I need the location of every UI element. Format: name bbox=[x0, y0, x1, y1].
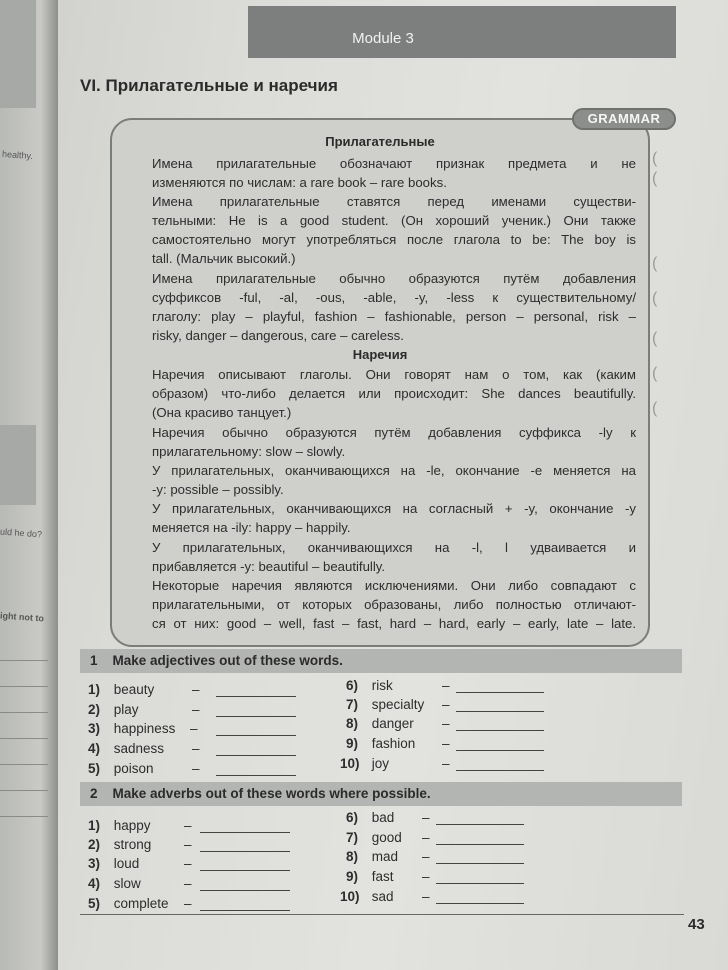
item-word: sadness bbox=[113, 741, 165, 756]
answer-dash: – bbox=[442, 716, 450, 731]
grammar-line: Наречия описывают глаголы. Они говорят нам о том, как (каким bbox=[152, 367, 636, 382]
left-page-fragment: ight not to bbox=[0, 610, 45, 624]
answer-dash: – bbox=[184, 818, 192, 833]
item-word: happy bbox=[113, 818, 151, 833]
ex2-item bbox=[346, 869, 394, 884]
left-page-line bbox=[0, 816, 48, 817]
next-column-fragment: ( bbox=[652, 150, 658, 167]
answer-blank[interactable] bbox=[436, 824, 524, 825]
grammar-line: ся от них: good – well, fast – fast, hard – hard, early – early, late – late. bbox=[152, 616, 636, 631]
previous-page-edge bbox=[0, 0, 58, 970]
grammar-line: глаголу: play – playful, fashion – fashionable, person – personal, risk – bbox=[152, 309, 636, 324]
answer-blank[interactable] bbox=[456, 750, 544, 751]
answer-blank[interactable] bbox=[200, 870, 290, 871]
item-number: 9) bbox=[346, 736, 359, 751]
ex2-item bbox=[340, 889, 394, 904]
ex1-item bbox=[340, 756, 389, 771]
grammar-line: Имена прилагательные обозначают признак предмета и не bbox=[152, 156, 636, 171]
item-word: poison bbox=[113, 761, 154, 776]
bottom-rule bbox=[80, 914, 684, 915]
answer-dash: – bbox=[422, 810, 430, 825]
left-page-line bbox=[0, 660, 48, 661]
answer-blank[interactable] bbox=[436, 844, 524, 845]
item-number: 2) bbox=[88, 702, 101, 717]
answer-dash: – bbox=[192, 702, 200, 717]
item-number: 8) bbox=[346, 716, 359, 731]
answer-blank[interactable] bbox=[200, 890, 290, 891]
item-number: 9) bbox=[346, 869, 359, 884]
answer-blank[interactable] bbox=[200, 832, 290, 833]
answer-blank[interactable] bbox=[216, 696, 296, 697]
answer-blank[interactable] bbox=[436, 883, 524, 884]
left-page-line bbox=[0, 790, 48, 791]
left-page-shade bbox=[0, 0, 36, 108]
ex2-item bbox=[346, 810, 394, 825]
answer-dash: – bbox=[442, 736, 450, 751]
exercise-1-instruction bbox=[90, 653, 343, 668]
answer-dash: – bbox=[422, 869, 430, 884]
next-column-fragment: ( bbox=[652, 365, 658, 382]
grammar-line: самостоятельно могут употребляться после глагола to be: The boy is bbox=[152, 232, 636, 247]
answer-blank[interactable] bbox=[200, 910, 290, 911]
answer-blank[interactable] bbox=[456, 711, 544, 712]
item-number: 4) bbox=[88, 876, 101, 891]
item-word: slow bbox=[113, 876, 141, 891]
exercise-2-text: Make adverbs out of these words where possible. bbox=[112, 786, 431, 801]
grammar-line: У прилагательных, оканчивающихся на -l, l удваивается и bbox=[152, 540, 636, 555]
grammar-line: изменяются по числам: a rare book – rare books. bbox=[152, 175, 447, 190]
grammar-line: Имена прилагательные обычно образуются путём добавления bbox=[152, 271, 636, 286]
grammar-line: прилагательному: slow – slowly. bbox=[152, 444, 346, 459]
grammar-line: прилагательными, от которых образованы, либо полностью отличают- bbox=[152, 597, 636, 612]
exercise-1-text: Make adjectives out of these words. bbox=[112, 653, 343, 668]
ex1-item bbox=[346, 716, 414, 731]
ex2-item bbox=[346, 830, 402, 845]
answer-dash: – bbox=[442, 678, 450, 693]
item-number: 7) bbox=[346, 697, 359, 712]
answer-dash: – bbox=[184, 876, 192, 891]
item-word: specialty bbox=[371, 697, 425, 712]
exercise-2-instruction bbox=[90, 786, 431, 801]
ex1-item bbox=[88, 682, 154, 697]
answer-blank[interactable] bbox=[216, 716, 296, 717]
item-number: 10) bbox=[340, 756, 360, 771]
item-word: beauty bbox=[113, 682, 155, 697]
item-number: 3) bbox=[88, 721, 101, 736]
next-column-fragment: ( bbox=[652, 330, 658, 347]
answer-dash: – bbox=[422, 849, 430, 864]
grammar-line: прибавляется -y: beautiful – beautifully. bbox=[152, 559, 386, 574]
next-column-fragment: ( bbox=[652, 170, 658, 187]
grammar-line: меняется на -ily: happy – happily. bbox=[152, 520, 351, 535]
item-word: sad bbox=[371, 889, 394, 904]
page-number: 43 bbox=[688, 916, 705, 933]
left-page-fragment: uld he do? bbox=[0, 526, 43, 540]
answer-blank[interactable] bbox=[436, 903, 524, 904]
item-number: 4) bbox=[88, 741, 101, 756]
item-number: 1) bbox=[88, 682, 101, 697]
item-word: fast bbox=[371, 869, 394, 884]
grammar-line: -y: possible – possibly. bbox=[152, 482, 284, 497]
left-page-line bbox=[0, 738, 48, 739]
item-number: 5) bbox=[88, 761, 101, 776]
item-number: 6) bbox=[346, 678, 359, 693]
left-page-line bbox=[0, 764, 48, 765]
item-number: 1) bbox=[88, 818, 101, 833]
ex2-item bbox=[88, 876, 141, 891]
grammar-line: risky, danger – dangerous, care – careless. bbox=[152, 328, 404, 343]
answer-dash: – bbox=[422, 830, 430, 845]
left-page-shade bbox=[0, 425, 36, 505]
item-word: joy bbox=[371, 756, 390, 771]
answer-dash: – bbox=[192, 741, 200, 756]
answer-dash: – bbox=[422, 889, 430, 904]
next-column-fragment: ( bbox=[652, 255, 658, 272]
ex1-item bbox=[346, 736, 415, 751]
ex1-item bbox=[346, 697, 424, 712]
item-word: danger bbox=[371, 716, 414, 731]
answer-dash: – bbox=[442, 697, 450, 712]
answer-blank[interactable] bbox=[200, 851, 290, 852]
item-word: fashion bbox=[371, 736, 416, 751]
item-word: strong bbox=[113, 837, 152, 852]
item-word: complete bbox=[113, 896, 169, 911]
exercise-1-number: 1 bbox=[90, 653, 98, 668]
item-number: 10) bbox=[340, 889, 360, 904]
ex1-item bbox=[88, 702, 139, 717]
grammar-line: У прилагательных, оканчивающихся на -le, окончание -e меняется на bbox=[152, 463, 636, 478]
ex1-item bbox=[346, 678, 393, 693]
grammar-line: (Она красиво танцует.) bbox=[152, 405, 292, 420]
answer-dash: – bbox=[192, 761, 200, 776]
item-number: 7) bbox=[346, 830, 359, 845]
ex1-item bbox=[88, 741, 164, 756]
answer-dash: – bbox=[442, 756, 450, 771]
item-word: loud bbox=[113, 856, 140, 871]
grammar-line: Некоторые наречия являются исключениями. Они либо совпадают с bbox=[152, 578, 636, 593]
left-page-line bbox=[0, 686, 48, 687]
left-page-fragment: healthy. bbox=[1, 148, 34, 162]
item-number: 5) bbox=[88, 896, 101, 911]
grammar-line: образом) что-либо делается или происходит: She dances beautifully. bbox=[152, 386, 636, 401]
ex2-item bbox=[88, 818, 151, 833]
left-page-line bbox=[0, 712, 48, 713]
answer-dash: – bbox=[184, 856, 192, 871]
answer-blank[interactable] bbox=[456, 730, 544, 731]
ex2-item bbox=[88, 837, 151, 852]
ex1-item bbox=[88, 761, 154, 776]
ex1-item bbox=[88, 721, 175, 736]
item-word: bad bbox=[371, 810, 395, 825]
answer-dash: – bbox=[184, 837, 192, 852]
item-word: mad bbox=[371, 849, 399, 864]
item-word: good bbox=[371, 830, 402, 845]
answer-blank[interactable] bbox=[456, 692, 544, 693]
grammar-line: Имена прилагательные ставятся перед именами существи- bbox=[152, 194, 636, 209]
answer-blank[interactable] bbox=[436, 863, 524, 864]
item-number: 3) bbox=[88, 856, 101, 871]
item-number: 6) bbox=[346, 810, 359, 825]
module-title: Module 3 bbox=[352, 30, 414, 47]
answer-blank[interactable] bbox=[216, 775, 296, 776]
answer-dash: – bbox=[190, 721, 198, 736]
ex2-item bbox=[88, 896, 169, 911]
item-word: play bbox=[113, 702, 139, 717]
grammar-line: У прилагательных, оканчивающихся на согласный + -y, окончание -y bbox=[152, 501, 636, 516]
answer-blank[interactable] bbox=[456, 770, 544, 771]
ex2-item bbox=[88, 856, 139, 871]
grammar-tag: GRAMMAR bbox=[572, 108, 676, 130]
item-word: risk bbox=[371, 678, 393, 693]
next-column-fragment: ( bbox=[652, 400, 658, 417]
item-number: 2) bbox=[88, 837, 101, 852]
next-column-fragment: ( bbox=[652, 290, 658, 307]
answer-blank[interactable] bbox=[216, 735, 296, 736]
answer-blank[interactable] bbox=[216, 755, 296, 756]
answer-dash: – bbox=[184, 896, 192, 911]
grammar-line: суффиксов -ful, -al, -ous, -able, -y, -less к существительному/ bbox=[152, 290, 636, 305]
ex2-item bbox=[346, 849, 398, 864]
grammar-line: тельными: He is a good student. (Он хороший ученик.) Они также bbox=[152, 213, 636, 228]
grammar-line: tall. (Мальчик высокий.) bbox=[152, 251, 296, 266]
answer-dash: – bbox=[192, 682, 200, 697]
item-number: 8) bbox=[346, 849, 359, 864]
adjectives-heading: Прилагательные bbox=[325, 134, 435, 149]
grammar-line: Наречия обычно образуются путём добавления суффикса -ly к bbox=[152, 425, 636, 440]
adverbs-heading: Наречия bbox=[352, 347, 408, 362]
exercise-2-number: 2 bbox=[90, 786, 98, 801]
item-word: happiness bbox=[113, 721, 176, 736]
section-title: VI. Прилагательные и наречия bbox=[80, 76, 338, 95]
